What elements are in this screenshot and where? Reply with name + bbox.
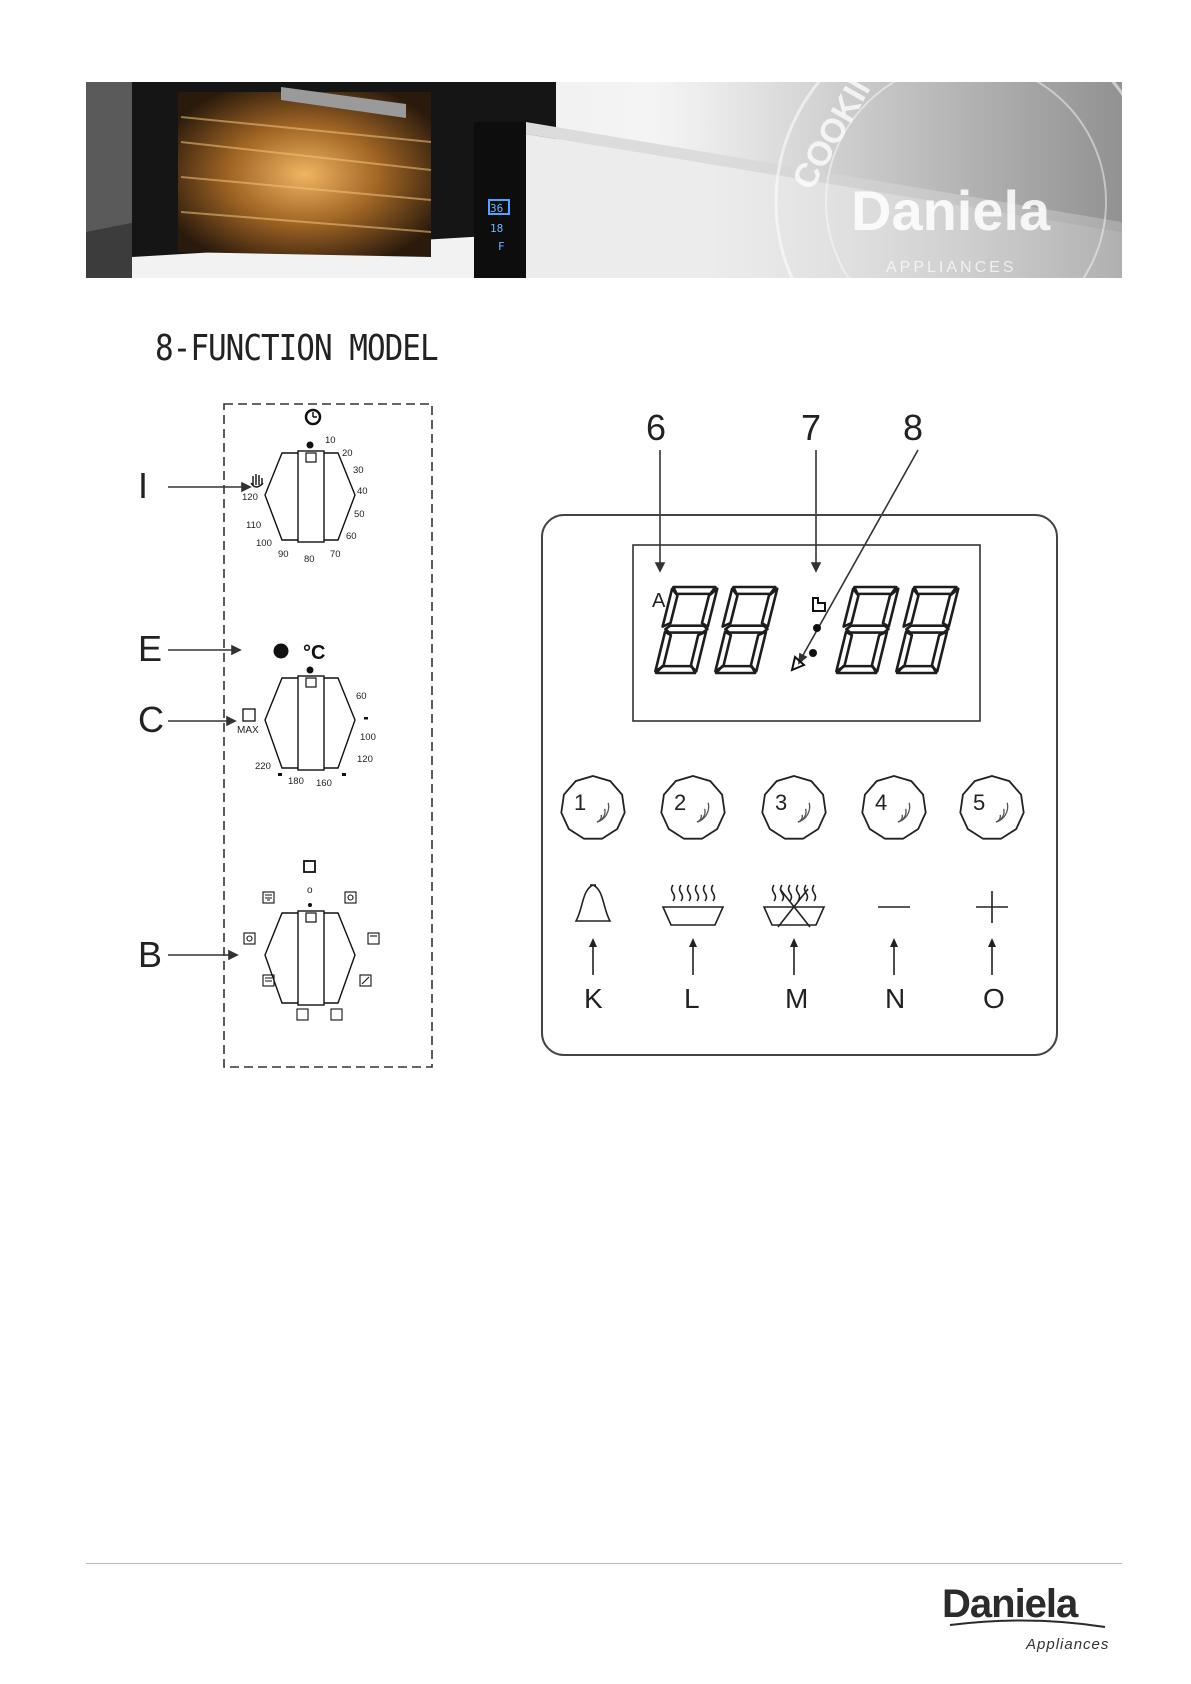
touch-button-number: 1 — [574, 790, 587, 815]
footer-divider — [86, 1563, 1122, 1564]
touch-button-4[interactable] — [862, 776, 925, 839]
timer-dial-grip[interactable] — [298, 451, 324, 542]
timer-scale-80: 80 — [304, 554, 315, 565]
touch-button-number: 5 — [973, 790, 986, 815]
function-dial-grip[interactable] — [298, 911, 324, 1005]
segment-4-g — [906, 626, 948, 633]
timer-scale-110: 110 — [246, 520, 262, 531]
callout-arrow — [890, 938, 898, 975]
indicator-light — [274, 644, 289, 659]
callout-L: L — [684, 983, 700, 1014]
temp-scale-60: 60 — [356, 691, 367, 702]
page-title: 8-FUNCTION MODEL — [155, 328, 438, 370]
temp-scale-180: 180 — [288, 776, 304, 787]
function-bottom-heat-icon — [297, 1009, 308, 1020]
segment-4-c — [932, 632, 947, 672]
timer-scale-10: 10 — [325, 435, 336, 446]
bell-icon — [576, 885, 610, 921]
temp-scale-220: 220 — [255, 761, 271, 772]
timer-scale-70: 70 — [330, 549, 341, 560]
callout-6: 6 — [646, 407, 667, 448]
touch-button-3[interactable] — [762, 776, 825, 839]
temp-scale-160: 160 — [316, 778, 332, 789]
temp-scale-100: 100 — [360, 732, 376, 743]
callout-I: I — [138, 465, 149, 506]
timer-scale-60: 60 — [346, 531, 357, 542]
control-panel-diagram — [530, 395, 1070, 1075]
timer-scale-40: 40 — [357, 486, 368, 497]
max-grill-icon — [243, 709, 255, 721]
touch-button-number: 3 — [775, 790, 788, 815]
display-digits — [655, 587, 958, 673]
temperature-dial-grip[interactable] — [298, 676, 324, 770]
function-top-heat-icon — [368, 933, 379, 944]
timer-scale-120: 120 — [242, 492, 258, 503]
segment-4-a — [914, 587, 956, 594]
footer-subtitle: Appliances — [1026, 1636, 1110, 1653]
segment-1-g — [665, 626, 707, 633]
knob-panel-diagram — [120, 395, 450, 1075]
touch-button-number: 2 — [674, 790, 687, 815]
callout-M: M — [785, 983, 809, 1014]
off-square-icon — [304, 861, 315, 872]
cooking-pot-indicator-icon — [813, 598, 825, 611]
segment-1-a — [673, 587, 715, 594]
clock-icon — [306, 410, 320, 424]
segment-3-g — [846, 626, 888, 633]
plus-icon — [976, 891, 1008, 923]
timer-scale-50: 50 — [354, 509, 365, 520]
callout-O: O — [983, 983, 1005, 1014]
touch-button-number: 4 — [875, 790, 888, 815]
timer-scale-100: 100 — [256, 538, 272, 549]
callout-arrow — [589, 938, 597, 975]
max-label: MAX — [237, 725, 259, 736]
callout-arrow — [689, 938, 697, 975]
banner-display-1: 36 — [490, 202, 504, 215]
colon-bottom — [809, 649, 817, 657]
segment-2-c — [751, 632, 766, 672]
callout-7: 7 — [801, 407, 822, 448]
function-defrost-icon — [244, 933, 255, 944]
svg-text:18: 18 — [490, 222, 504, 235]
watermark-brand: Daniela — [851, 179, 1051, 242]
footer-logo — [940, 1575, 1110, 1655]
segment-3-a — [854, 587, 896, 594]
timer-scale-30: 30 — [353, 465, 364, 476]
timer-scale-20: 20 — [342, 448, 353, 459]
timer-scale-90: 90 — [278, 549, 289, 560]
callout-arrow — [988, 938, 996, 975]
temp-scale-120: 120 — [357, 754, 373, 765]
segment-4-f — [904, 589, 919, 627]
crossed-steaming-dish-icon — [764, 885, 824, 927]
touch-button-2[interactable] — [661, 776, 724, 839]
svg-text:F: F — [498, 240, 505, 253]
segment-1-c — [691, 632, 706, 672]
callout-arrow — [790, 938, 798, 975]
touch-button-1[interactable] — [561, 776, 624, 839]
display-indicator-a: A — [652, 590, 666, 612]
callout-C: C — [138, 699, 164, 740]
callout-N: N — [885, 983, 906, 1014]
segment-2-g — [725, 626, 767, 633]
callout-8: 8 — [903, 407, 924, 448]
segment-2-a — [733, 587, 775, 594]
watermark-subtext: APPLIANCES — [886, 259, 1017, 276]
segment-3-c — [872, 632, 887, 672]
celsius-label: °C — [303, 642, 326, 664]
function-conventional-icon — [331, 1009, 342, 1020]
segment-2-f — [723, 589, 738, 627]
callout-E: E — [138, 628, 163, 669]
callout-K: K — [584, 983, 603, 1014]
touch-button-5[interactable] — [960, 776, 1023, 839]
steaming-dish-icon — [663, 885, 723, 925]
banner-image — [86, 82, 1122, 278]
manual-hand-icon — [251, 474, 263, 487]
segment-3-f — [844, 589, 859, 627]
function-fan-icon — [345, 892, 356, 903]
callout-B: B — [138, 934, 163, 975]
colon-top — [813, 624, 821, 632]
off-mark: o — [307, 885, 313, 896]
footer-brand: Daniela — [942, 1582, 1078, 1626]
